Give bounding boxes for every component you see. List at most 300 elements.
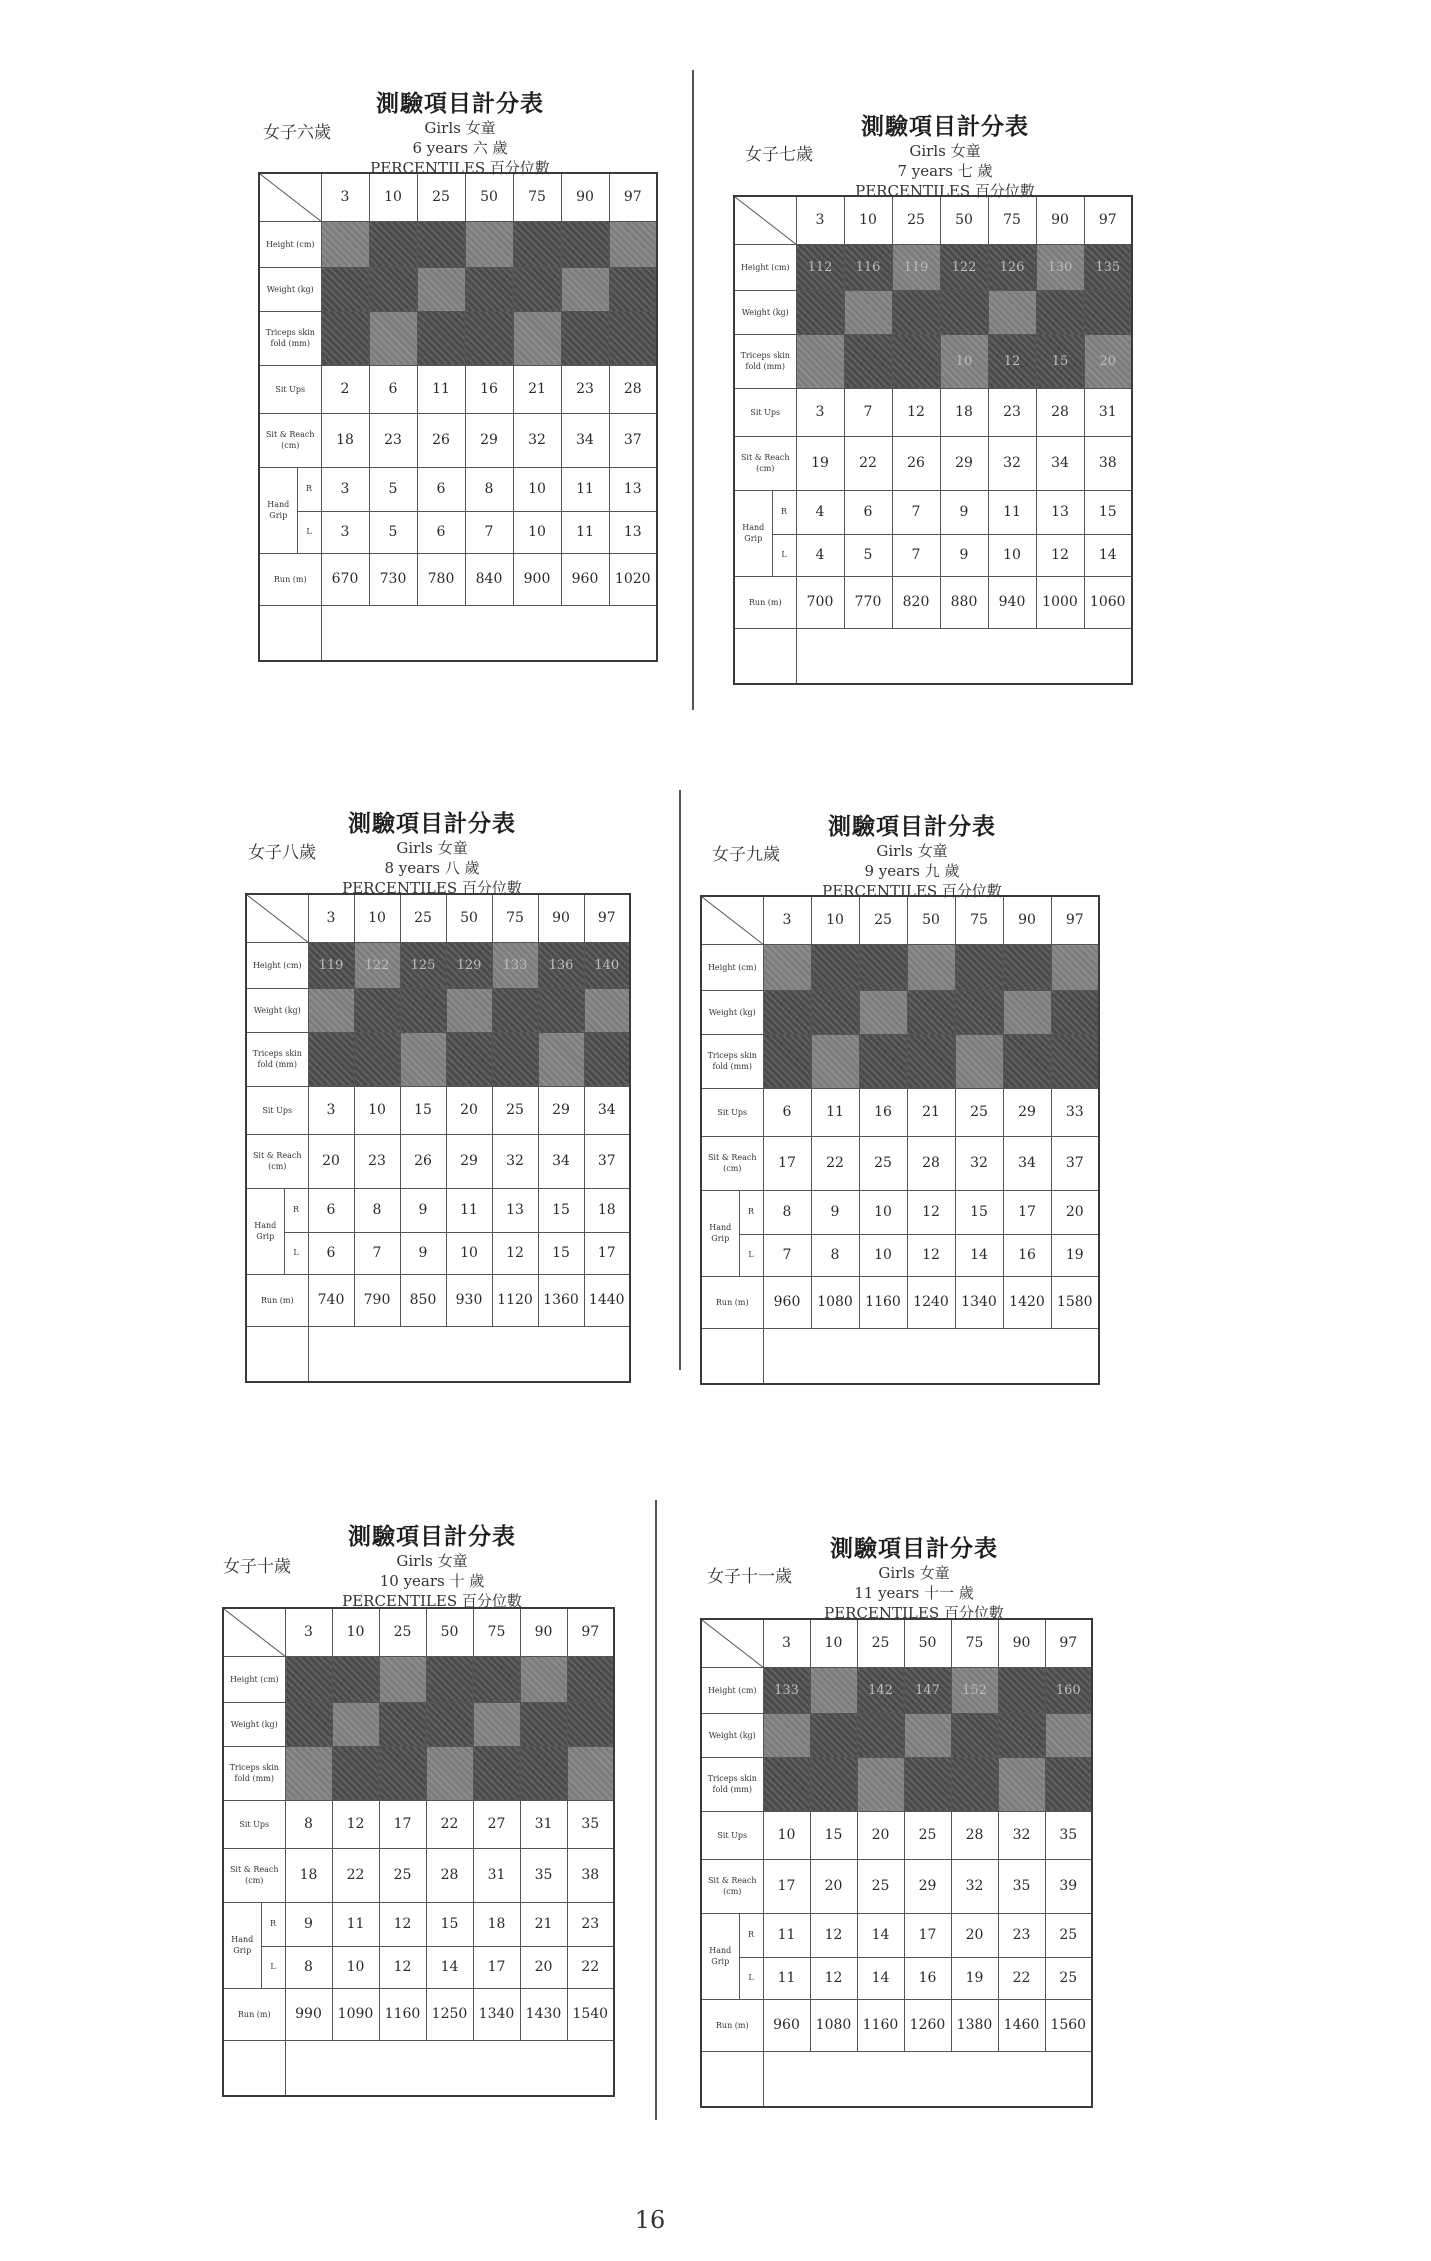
obscured-value-cell [567, 1746, 614, 1800]
grip-right-value: 12 [907, 1190, 955, 1234]
run-value: 740 [308, 1274, 354, 1326]
percentile-table [700, 1618, 1093, 2108]
sit-ups-value: 2 [321, 365, 369, 413]
blank-cell [246, 1326, 308, 1382]
obscured-value-cell [400, 1032, 446, 1086]
triceps-label: Triceps skin fold (mm) [259, 311, 321, 365]
sit-ups-value: 11 [417, 365, 465, 413]
left-hand-label: L [261, 1946, 285, 1988]
blank-cell [796, 628, 1132, 684]
sex-label: Girls 女童 [396, 1552, 468, 1570]
obscured-value-cell [520, 1746, 567, 1800]
sit-ups-value: 16 [465, 365, 513, 413]
run-value: 1020 [609, 553, 657, 605]
sit-reach-value: 17 [763, 1859, 810, 1913]
obscured-value-cell [513, 267, 561, 311]
obscured-value-cell [811, 990, 859, 1034]
sit-reach-value: 34 [561, 413, 609, 467]
height-label: Height (cm) [701, 944, 763, 990]
obscured-value-cell [844, 334, 892, 388]
sit-ups-value: 20 [446, 1086, 492, 1134]
sit-reach-value: 32 [988, 436, 1036, 490]
percentile-header: 3 [321, 173, 369, 221]
obscured-value-cell [998, 1667, 1045, 1713]
grip-left-value: 12 [907, 1234, 955, 1276]
percentile-header: 97 [1045, 1619, 1092, 1667]
percentile-header: 3 [308, 894, 354, 942]
obscured-value-cell: 140 [584, 942, 630, 988]
corner-header [259, 173, 321, 221]
percentile-header: 25 [859, 896, 907, 944]
obscured-value-cell [796, 334, 844, 388]
percentile-header: 75 [473, 1608, 520, 1656]
right-hand-label: R [284, 1188, 308, 1232]
grip-left-value: 25 [1045, 1957, 1092, 1999]
grip-left-value: 11 [561, 511, 609, 553]
sit-ups-value: 34 [584, 1086, 630, 1134]
percentiles-label: PERCENTILES 百分位數 [342, 879, 522, 897]
obscured-value-cell [379, 1702, 426, 1746]
percentile-header: 75 [492, 894, 538, 942]
obscured-value-cell [609, 221, 657, 267]
obscured-value-cell [1003, 1034, 1051, 1088]
table-row [701, 1190, 1099, 1234]
grip-left-value: 8 [811, 1234, 859, 1276]
run-label: Run (m) [734, 576, 796, 628]
table-row [734, 388, 1132, 436]
grip-right-value: 6 [844, 490, 892, 534]
table-row [701, 1619, 1092, 1667]
obscured-value-cell: 136 [538, 942, 584, 988]
table-title: 測驗項目計分表 [348, 810, 516, 837]
table-row [246, 1032, 630, 1086]
grip-left-value: 9 [940, 534, 988, 576]
sit-ups-value: 7 [844, 388, 892, 436]
table-row [223, 1946, 614, 1988]
diagonal-divider [702, 897, 763, 944]
run-value: 1240 [907, 1276, 955, 1328]
grip-right-value: 25 [1045, 1913, 1092, 1957]
obscured-value-cell [892, 334, 940, 388]
sit-ups-value: 23 [561, 365, 609, 413]
obscured-value-cell [763, 1757, 810, 1811]
obscured-value-cell [859, 990, 907, 1034]
left-hand-label: L [772, 534, 796, 576]
grip-right-value: 15 [426, 1902, 473, 1946]
obscured-value-cell: 119 [308, 942, 354, 988]
grip-right-value: 17 [904, 1913, 951, 1957]
sit-ups-value: 18 [940, 388, 988, 436]
sit-ups-value: 32 [998, 1811, 1045, 1859]
percentile-header: 97 [584, 894, 630, 942]
sit-reach-value: 26 [417, 413, 465, 467]
grip-right-value: 15 [1084, 490, 1132, 534]
run-value: 1360 [538, 1274, 584, 1326]
height-label: Height (cm) [246, 942, 308, 988]
grip-left-value: 19 [951, 1957, 998, 1999]
sex-label: Girls 女童 [424, 119, 496, 137]
sit-reach-label: Sit & Reach (cm) [246, 1134, 308, 1188]
obscured-value-cell [763, 1034, 811, 1088]
obscured-value-cell: 147 [904, 1667, 951, 1713]
obscured-value-cell [321, 267, 369, 311]
blank-cell [285, 2040, 614, 2096]
percentile-header: 25 [379, 1608, 426, 1656]
percentile-table [222, 1607, 615, 2097]
percentile-header: 3 [285, 1608, 332, 1656]
grip-left-value: 12 [1036, 534, 1084, 576]
sex-label: Girls 女童 [878, 1564, 950, 1582]
percentile-header: 97 [1051, 896, 1099, 944]
sit-reach-value: 32 [951, 1859, 998, 1913]
right-hand-label: R [261, 1902, 285, 1946]
grip-left-value: 6 [308, 1232, 354, 1274]
sit-reach-value: 18 [321, 413, 369, 467]
table-row [701, 1328, 1099, 1384]
obscured-value-cell: 135 [1084, 244, 1132, 290]
sit-reach-value: 22 [844, 436, 892, 490]
sit-reach-value: 22 [811, 1136, 859, 1190]
run-value: 840 [465, 553, 513, 605]
age-label: 7 years 七 歲 [897, 162, 993, 180]
triceps-label: Triceps skin fold (mm) [701, 1757, 763, 1811]
sit-reach-value: 32 [513, 413, 561, 467]
obscured-value-cell [354, 1032, 400, 1086]
grip-left-value: 16 [1003, 1234, 1051, 1276]
table-row [734, 244, 1132, 290]
diagonal-divider [247, 895, 308, 942]
table-row [701, 944, 1099, 990]
obscured-value-cell: 122 [940, 244, 988, 290]
corner-header [223, 1608, 285, 1656]
grip-left-value: 22 [567, 1946, 614, 1988]
percentile-header: 50 [465, 173, 513, 221]
run-value: 960 [763, 1276, 811, 1328]
fold-line-bottom [655, 1500, 657, 2120]
percentile-header: 3 [763, 1619, 810, 1667]
grip-left-value: 10 [988, 534, 1036, 576]
obscured-value-cell [538, 988, 584, 1032]
grip-right-value: 13 [1036, 490, 1084, 534]
percentile-header: 90 [1036, 196, 1084, 244]
grip-left-value: 6 [417, 511, 465, 553]
obscured-value-cell [811, 944, 859, 990]
obscured-value-cell [998, 1757, 1045, 1811]
sit-reach-value: 35 [998, 1859, 1045, 1913]
table-row [734, 576, 1132, 628]
fold-line-middle [679, 790, 681, 1370]
table-header [785, 108, 1105, 201]
weight-label: Weight (kg) [734, 290, 796, 334]
run-value: 770 [844, 576, 892, 628]
percentile-header: 90 [998, 1619, 1045, 1667]
run-value: 940 [988, 576, 1036, 628]
sit-reach-value: 29 [904, 1859, 951, 1913]
blank-cell [223, 2040, 285, 2096]
grip-left-value: 3 [321, 511, 369, 553]
blank-cell [259, 605, 321, 661]
obscured-value-cell [907, 944, 955, 990]
sit-ups-value: 29 [538, 1086, 584, 1134]
run-label: Run (m) [701, 1276, 763, 1328]
table-row [223, 2040, 614, 2096]
grip-right-value: 6 [417, 467, 465, 511]
obscured-value-cell [285, 1656, 332, 1702]
sit-ups-value: 23 [988, 388, 1036, 436]
grip-right-value: 11 [988, 490, 1036, 534]
sit-reach-value: 35 [520, 1848, 567, 1902]
obscured-value-cell [955, 990, 1003, 1034]
obscured-value-cell [426, 1656, 473, 1702]
run-value: 780 [417, 553, 465, 605]
grip-left-value: 14 [1084, 534, 1132, 576]
obscured-value-cell [426, 1746, 473, 1800]
obscured-value-cell [1003, 990, 1051, 1034]
obscured-value-cell [907, 1034, 955, 1088]
percentile-header: 90 [538, 894, 584, 942]
sit-reach-value: 38 [567, 1848, 614, 1902]
grip-left-value: 22 [998, 1957, 1045, 1999]
age-label: 11 years 十一 歲 [854, 1584, 974, 1602]
grip-left-value: 14 [857, 1957, 904, 1999]
table-row [259, 173, 657, 221]
obscured-value-cell [811, 1034, 859, 1088]
run-label: Run (m) [223, 1988, 285, 2040]
triceps-label: Triceps skin fold (mm) [246, 1032, 308, 1086]
sex-label: Girls 女童 [909, 142, 981, 160]
height-label: Height (cm) [734, 244, 796, 290]
grip-left-value: 17 [473, 1946, 520, 1988]
table-row [259, 553, 657, 605]
table-row [701, 2051, 1092, 2107]
obscured-value-cell [400, 988, 446, 1032]
obscured-value-cell [955, 1034, 1003, 1088]
obscured-value-cell [810, 1667, 857, 1713]
sit-reach-value: 34 [1036, 436, 1084, 490]
sit-ups-value: 3 [308, 1086, 354, 1134]
obscured-value-cell [892, 290, 940, 334]
obscured-value-cell: 112 [796, 244, 844, 290]
weight-label: Weight (kg) [246, 988, 308, 1032]
percentile-header: 75 [951, 1619, 998, 1667]
sit-reach-value: 32 [492, 1134, 538, 1188]
blank-cell [701, 1328, 763, 1384]
obscured-value-cell [561, 311, 609, 365]
right-hand-label: R [297, 467, 321, 511]
grip-right-value: 7 [892, 490, 940, 534]
percentiles-label: PERCENTILES 百分位數 [824, 1604, 1004, 1622]
obscured-value-cell [561, 221, 609, 267]
obscured-value-cell [473, 1656, 520, 1702]
run-value: 670 [321, 553, 369, 605]
table-row [701, 1088, 1099, 1136]
table-row [259, 311, 657, 365]
obscured-value-cell [332, 1746, 379, 1800]
obscured-value-cell [285, 1746, 332, 1800]
grip-right-value: 23 [567, 1902, 614, 1946]
obscured-value-cell: 10 [940, 334, 988, 388]
sit-ups-value: 25 [492, 1086, 538, 1134]
percentile-header: 97 [567, 1608, 614, 1656]
corner-header [701, 896, 763, 944]
sit-reach-value: 23 [369, 413, 417, 467]
obscured-value-cell [379, 1656, 426, 1702]
table-header [754, 1530, 1074, 1623]
left-hand-label: L [739, 1234, 763, 1276]
sit-ups-value: 8 [285, 1800, 332, 1848]
grip-right-value: 12 [379, 1902, 426, 1946]
grip-right-value: 23 [998, 1913, 1045, 1957]
run-value: 1080 [810, 1999, 857, 2051]
weight-label: Weight (kg) [259, 267, 321, 311]
sit-reach-value: 25 [857, 1859, 904, 1913]
percentile-header: 97 [1084, 196, 1132, 244]
grip-right-value: 8 [763, 1190, 811, 1234]
grip-right-value: 20 [951, 1913, 998, 1957]
sit-reach-value: 32 [955, 1136, 1003, 1190]
grip-right-value: 10 [859, 1190, 907, 1234]
table-row [701, 1859, 1092, 1913]
run-value: 990 [285, 1988, 332, 2040]
hand-grip-label: Hand Grip [701, 1190, 739, 1276]
sit-reach-value: 19 [796, 436, 844, 490]
obscured-value-cell [426, 1702, 473, 1746]
grip-left-value: 12 [810, 1957, 857, 1999]
percentile-header: 75 [513, 173, 561, 221]
obscured-value-cell [609, 267, 657, 311]
grip-right-value: 15 [538, 1188, 584, 1232]
table-row [223, 1746, 614, 1800]
percentile-header: 10 [844, 196, 892, 244]
diagonal-divider [224, 1609, 285, 1656]
obscured-value-cell [1036, 290, 1084, 334]
obscured-value-cell: 15 [1036, 334, 1084, 388]
hand-grip-label: Hand Grip [259, 467, 297, 553]
percentile-header: 50 [446, 894, 492, 942]
table-row [223, 1902, 614, 1946]
grip-left-value: 5 [844, 534, 892, 576]
grip-right-value: 3 [321, 467, 369, 511]
sit-reach-label: Sit & Reach (cm) [701, 1859, 763, 1913]
left-hand-label: L [739, 1957, 763, 1999]
table-row [701, 1811, 1092, 1859]
sit-ups-label: Sit Ups [734, 388, 796, 436]
obscured-value-cell [951, 1757, 998, 1811]
sit-ups-label: Sit Ups [246, 1086, 308, 1134]
percentile-table [733, 195, 1133, 685]
obscured-value-cell: 126 [988, 244, 1036, 290]
grip-right-value: 9 [940, 490, 988, 534]
grip-right-value: 20 [1051, 1190, 1099, 1234]
obscured-value-cell [513, 221, 561, 267]
right-hand-label: R [772, 490, 796, 534]
obscured-value-cell: 160 [1045, 1667, 1092, 1713]
obscured-value-cell [763, 1713, 810, 1757]
run-value: 1060 [1084, 576, 1132, 628]
obscured-value-cell [857, 1757, 904, 1811]
table-row [246, 1326, 630, 1382]
grip-left-value: 19 [1051, 1234, 1099, 1276]
percentiles-label: PERCENTILES 百分位數 [855, 182, 1035, 200]
grip-left-value: 13 [609, 511, 657, 553]
sit-ups-value: 31 [1084, 388, 1132, 436]
grip-left-value: 17 [584, 1232, 630, 1274]
corner-header [246, 894, 308, 942]
weight-label: Weight (kg) [223, 1702, 285, 1746]
age-group-label: 女子十一歲 [707, 1567, 792, 1587]
table-row [259, 365, 657, 413]
sit-reach-value: 29 [465, 413, 513, 467]
percentile-header: 90 [520, 1608, 567, 1656]
obscured-value-cell [810, 1757, 857, 1811]
obscured-value-cell [1051, 1034, 1099, 1088]
percentile-header: 3 [763, 896, 811, 944]
obscured-value-cell [332, 1656, 379, 1702]
table-row [246, 1188, 630, 1232]
grip-left-value: 10 [859, 1234, 907, 1276]
grip-right-value: 8 [465, 467, 513, 511]
obscured-value-cell [513, 311, 561, 365]
obscured-value-cell [955, 944, 1003, 990]
right-hand-label: R [739, 1190, 763, 1234]
sit-reach-value: 31 [473, 1848, 520, 1902]
sex-label: Girls 女童 [396, 839, 468, 857]
run-value: 930 [446, 1274, 492, 1326]
run-value: 1440 [584, 1274, 630, 1326]
blank-cell [763, 2051, 1092, 2107]
obscured-value-cell: 122 [354, 942, 400, 988]
obscured-value-cell: 130 [1036, 244, 1084, 290]
percentile-header: 10 [354, 894, 400, 942]
percentile-header: 25 [857, 1619, 904, 1667]
percentile-header: 97 [609, 173, 657, 221]
obscured-value-cell [904, 1713, 951, 1757]
height-label: Height (cm) [259, 221, 321, 267]
sit-reach-value: 25 [379, 1848, 426, 1902]
sit-ups-value: 28 [951, 1811, 998, 1859]
obscured-value-cell [609, 311, 657, 365]
sit-ups-value: 27 [473, 1800, 520, 1848]
run-value: 1260 [904, 1999, 951, 2051]
run-value: 1340 [955, 1276, 1003, 1328]
table-header [272, 805, 592, 898]
run-label: Run (m) [701, 1999, 763, 2051]
sit-ups-value: 6 [369, 365, 417, 413]
run-value: 1000 [1036, 576, 1084, 628]
obscured-value-cell [1051, 990, 1099, 1034]
grip-right-value: 12 [810, 1913, 857, 1957]
percentile-header: 75 [955, 896, 1003, 944]
table-row [223, 1800, 614, 1848]
obscured-value-cell [321, 311, 369, 365]
obscured-value-cell: 125 [400, 942, 446, 988]
hand-grip-label: Hand Grip [701, 1913, 739, 1999]
table-row [246, 988, 630, 1032]
blank-cell [321, 605, 657, 661]
table-title: 測驗項目計分表 [348, 1523, 516, 1550]
table-row [701, 1713, 1092, 1757]
obscured-value-cell [844, 290, 892, 334]
obscured-value-cell [998, 1713, 1045, 1757]
table-title: 測驗項目計分表 [828, 813, 996, 840]
blank-cell [308, 1326, 630, 1382]
obscured-value-cell [904, 1757, 951, 1811]
table-row [734, 334, 1132, 388]
obscured-value-cell [561, 267, 609, 311]
sit-reach-value: 20 [810, 1859, 857, 1913]
table-title: 測驗項目計分表 [376, 90, 544, 117]
grip-right-value: 8 [354, 1188, 400, 1232]
